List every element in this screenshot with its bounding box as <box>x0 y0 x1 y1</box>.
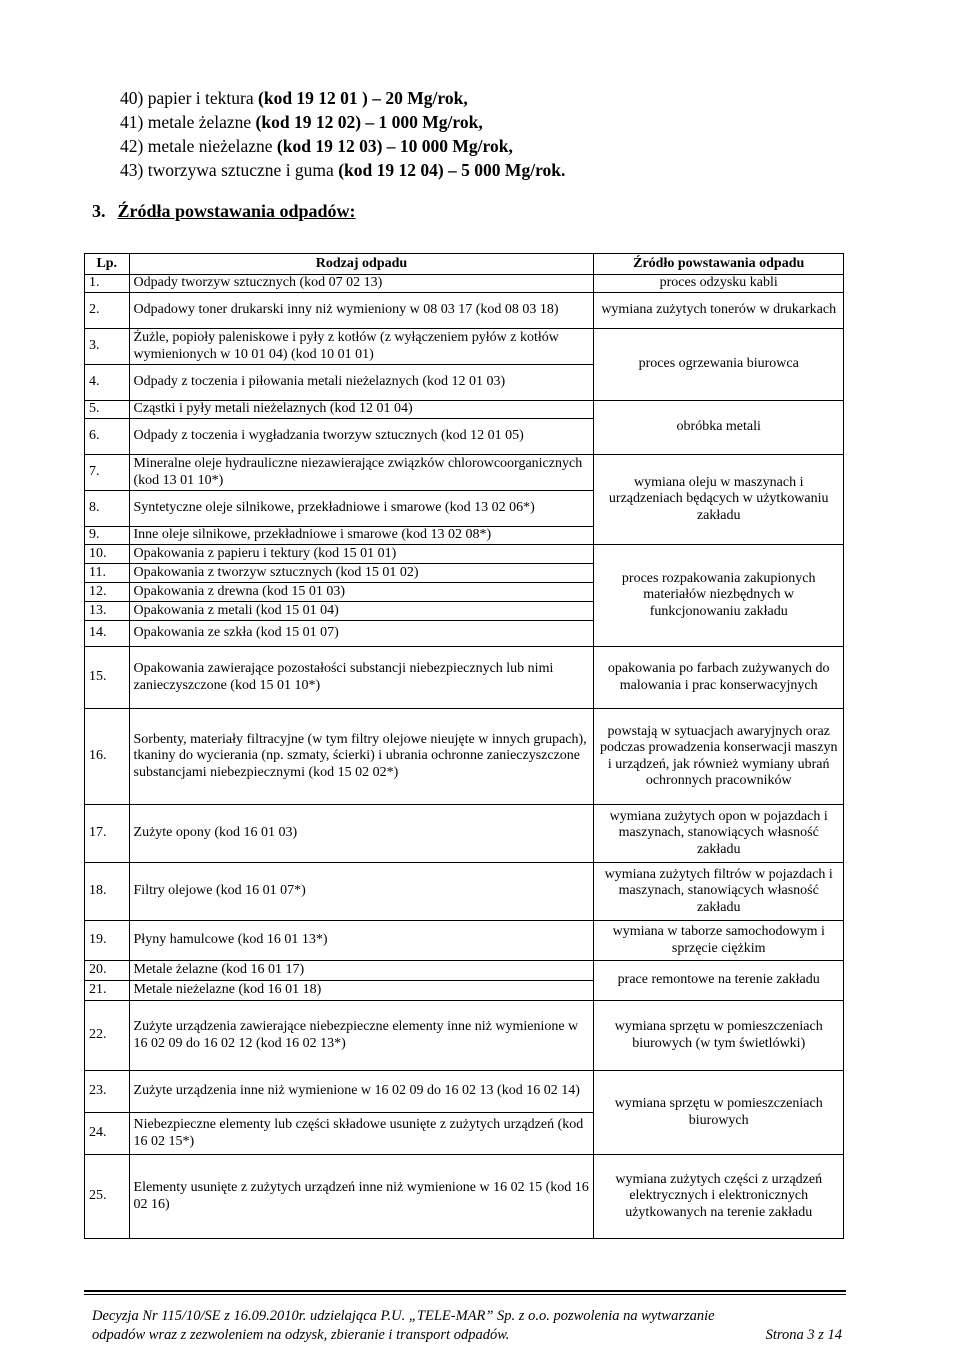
cell-waste-type: Inne oleje silnikowe, przekładniowe i smarowe (kod 13 02 08*) <box>129 527 594 545</box>
cell-source: powstają w sytuacjach awaryjnych oraz podczas prowadzenia konserwacji maszyn i urządzeń, jak również wymiany ubrań ochronnych pracowników <box>594 709 844 805</box>
cell-lp: 4. <box>85 365 130 401</box>
intro-item <box>120 110 565 134</box>
table-row <box>85 545 844 564</box>
cell-waste-type: Opakowania z metali (kod 15 01 04) <box>129 602 594 621</box>
item-amount: (kod 19 12 04) – 5 000 Mg/rok. <box>338 160 566 180</box>
cell-waste-type: Elementy usunięte z zużytych urządzeń inne niż wymienione w 16 02 15 (kod 16 02 16) <box>129 1155 594 1239</box>
cell-waste-type: Niebezpieczne elementy lub części składowe usunięte z zużytych urządzeń (kod 16 02 15*) <box>129 1113 594 1155</box>
cell-waste-type: Mineralne oleje hydrauliczne niezawierające związków chlorowcoorganicznych (kod 13 01 10*) <box>129 455 594 491</box>
item-amount: (kod 19 12 03) – 10 000 Mg/rok, <box>276 136 513 156</box>
table-row <box>85 401 844 419</box>
cell-lp: 12. <box>85 583 130 602</box>
cell-lp: 5. <box>85 401 130 419</box>
cell-waste-type: Opakowania z drewna (kod 15 01 03) <box>129 583 594 602</box>
cell-source: wymiana zużytych części z urządzeń elektrycznych i elektronicznych użytkowanych na terenie zakładu <box>594 1155 844 1239</box>
table-header-row <box>85 254 844 275</box>
cell-source: wymiana zużytych filtrów w pojazdach i maszynach, stanowiących własność zakładu <box>594 863 844 921</box>
cell-source: wymiana sprzętu w pomieszczeniach biurowych <box>594 1071 844 1155</box>
item-number: 40) <box>120 88 144 108</box>
item-number: 42) <box>120 136 144 156</box>
cell-lp: 17. <box>85 805 130 863</box>
table-row <box>85 921 844 961</box>
cell-lp: 24. <box>85 1113 130 1155</box>
header-waste-type: Rodzaj odpadu <box>129 254 594 275</box>
cell-lp: 1. <box>85 275 130 293</box>
cell-waste-type: Metale żelazne (kod 16 01 17) <box>129 961 594 981</box>
table-row <box>85 329 844 365</box>
header-source: Źródło powstawania odpadu <box>594 254 844 275</box>
section-number: 3. <box>92 201 106 221</box>
cell-source: proces odzysku kabli <box>594 275 844 293</box>
table-row <box>85 1001 844 1071</box>
cell-lp: 25. <box>85 1155 130 1239</box>
table-row <box>85 805 844 863</box>
cell-waste-type: Zużyte urządzenia inne niż wymienione w 16 02 09 do 16 02 13 (kod 16 02 14) <box>129 1071 594 1113</box>
item-number: 41) <box>120 112 144 132</box>
cell-source: obróbka metali <box>594 401 844 455</box>
cell-lp: 2. <box>85 293 130 329</box>
section-heading <box>92 201 356 222</box>
table-row <box>85 275 844 293</box>
cell-lp: 6. <box>85 419 130 455</box>
cell-waste-type: Metale nieżelazne (kod 16 01 18) <box>129 981 594 1001</box>
cell-source: wymiana zużytych tonerów w drukarkach <box>594 293 844 329</box>
cell-waste-type: Sorbenty, materiały filtracyjne (w tym filtry olejowe nieujęte w innych grupach), tkaniny do wycierania (np. szmaty, ścierki) i ubrania ochronne zanieczyszczone substancjami niebezpiecznymi (kod 15 02 02*) <box>129 709 594 805</box>
cell-source: opakowania po farbach zużywanych do malowania i prac konserwacyjnych <box>594 647 844 709</box>
cell-waste-type: Opakowania zawierające pozostałości substancji niebezpiecznych lub nimi zanieczyszczone (kod 15 01 10*) <box>129 647 594 709</box>
cell-waste-type: Zużyte opony (kod 16 01 03) <box>129 805 594 863</box>
cell-waste-type: Opakowania z tworzyw sztucznych (kod 15 01 02) <box>129 564 594 583</box>
cell-waste-type: Opakowania ze szkła (kod 15 01 07) <box>129 621 594 647</box>
intro-item <box>120 134 565 158</box>
cell-lp: 7. <box>85 455 130 491</box>
footer-divider <box>84 1290 846 1292</box>
cell-waste-type: Odpady z toczenia i piłowania metali nieżelaznych (kod 12 01 03) <box>129 365 594 401</box>
cell-waste-type: Filtry olejowe (kod 16 01 07*) <box>129 863 594 921</box>
cell-waste-type: Odpady tworzyw sztucznych (kod 07 02 13) <box>129 275 594 293</box>
footer-row <box>92 1326 842 1345</box>
cell-source: wymiana zużytych opon w pojazdach i maszynach, stanowiących własność zakładu <box>594 805 844 863</box>
cell-waste-type: Syntetyczne oleje silnikowe, przekładniowe i smarowe (kod 13 02 06*) <box>129 491 594 527</box>
item-amount: (kod 19 12 01 ) – 20 Mg/rok, <box>258 88 468 108</box>
table-row <box>85 961 844 981</box>
page-footer <box>92 1307 842 1345</box>
cell-source: proces rozpakowania zakupionych materiałów niezbędnych w funkcjonowaniu zakładu <box>594 545 844 647</box>
cell-source: wymiana sprzętu w pomieszczeniach biurowych (w tym świetlówki) <box>594 1001 844 1071</box>
cell-waste-type: Żużle, popioły paleniskowe i pyły z kotłów (z wyłączeniem pyłów z kotłów wymienionych w 10 01 04) (kod 10 01 01) <box>129 329 594 365</box>
cell-lp: 8. <box>85 491 130 527</box>
cell-lp: 13. <box>85 602 130 621</box>
cell-source: wymiana w taborze samochodowym i sprzęcie ciężkim <box>594 921 844 961</box>
cell-waste-type: Odpadowy toner drukarski inny niż wymieniony w 08 03 17 (kod 08 03 18) <box>129 293 594 329</box>
page-number: Strona 3 z 14 <box>765 1327 842 1343</box>
header-lp: Lp. <box>85 254 130 275</box>
cell-waste-type: Opakowania z papieru i tektury (kod 15 01 01) <box>129 545 594 564</box>
cell-waste-type: Cząstki i pyły metali nieżelaznych (kod 12 01 04) <box>129 401 594 419</box>
table-row <box>85 1155 844 1239</box>
cell-waste-type: Płyny hamulcowe (kod 16 01 13*) <box>129 921 594 961</box>
item-text: papier i tektura <box>147 88 254 108</box>
cell-lp: 23. <box>85 1071 130 1113</box>
cell-lp: 10. <box>85 545 130 564</box>
table-row <box>85 455 844 491</box>
table-row <box>85 293 844 329</box>
cell-lp: 14. <box>85 621 130 647</box>
waste-sources-table <box>84 253 844 1239</box>
cell-source: prace remontowe na terenie zakładu <box>594 961 844 1001</box>
cell-lp: 18. <box>85 863 130 921</box>
cell-source: wymiana oleju w maszynach i urządzeniach będących w użytkowaniu zakładu <box>594 455 844 545</box>
cell-lp: 22. <box>85 1001 130 1071</box>
cell-lp: 15. <box>85 647 130 709</box>
table-row <box>85 709 844 805</box>
footer-divider <box>84 1294 846 1295</box>
footer-decision-text-cont: odpadów wraz z zezwoleniem na odzysk, zbieranie i transport odpadów. <box>92 1327 510 1343</box>
cell-lp: 3. <box>85 329 130 365</box>
table-row <box>85 647 844 709</box>
cell-lp: 20. <box>85 961 130 981</box>
item-text: metale żelazne <box>147 112 252 132</box>
item-text: metale nieżelazne <box>147 136 273 156</box>
cell-source: proces ogrzewania biurowca <box>594 329 844 401</box>
intro-item <box>120 86 565 110</box>
cell-lp: 19. <box>85 921 130 961</box>
intro-item <box>120 158 565 182</box>
cell-lp: 21. <box>85 981 130 1001</box>
cell-lp: 11. <box>85 564 130 583</box>
cell-waste-type: Odpady z toczenia i wygładzania tworzyw sztucznych (kod 12 01 05) <box>129 419 594 455</box>
intro-list <box>120 86 565 182</box>
item-amount: (kod 19 12 02) – 1 000 Mg/rok, <box>255 112 483 132</box>
table-row <box>85 863 844 921</box>
item-number: 43) <box>120 160 144 180</box>
item-text: tworzywa sztuczne i guma <box>147 160 334 180</box>
section-title: Źródła powstawania odpadów: <box>117 201 356 221</box>
footer-decision-text: Decyzja Nr 115/10/SE z 16.09.2010r. udzielająca P.U. „TELE-MAR” Sp. z o.o. pozwolenia na wytwarzanie <box>92 1308 715 1324</box>
cell-lp: 16. <box>85 709 130 805</box>
cell-waste-type: Zużyte urządzenia zawierające niebezpieczne elementy inne niż wymienione w 16 02 09 do 16 02 12 (kod 16 02 13*) <box>129 1001 594 1071</box>
cell-lp: 9. <box>85 527 130 545</box>
table-row <box>85 1071 844 1113</box>
